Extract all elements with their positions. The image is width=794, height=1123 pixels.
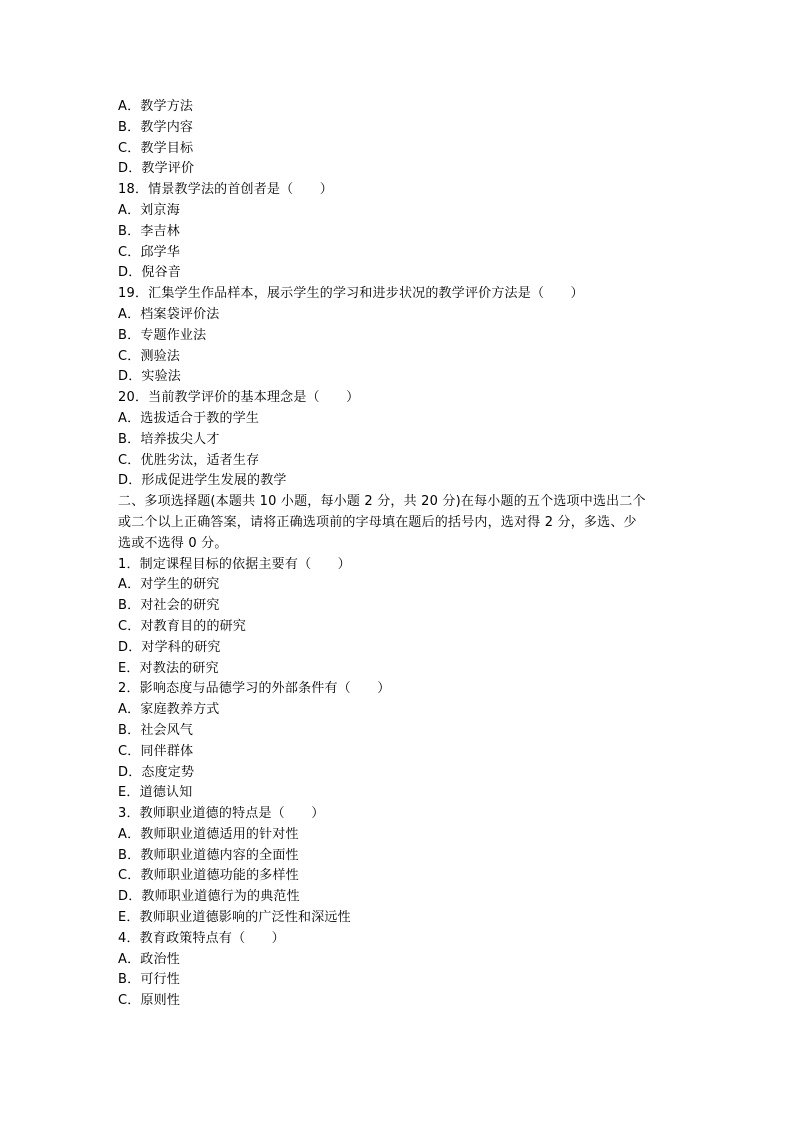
m4-stem: 4．教育政策特点有（ ） (118, 930, 285, 946)
q17-option-b: B．教学内容 (118, 119, 194, 135)
q20-option-a: A．选拔适合于教的学生 (118, 410, 260, 426)
m1-option-c: C．对教育目的的研究 (118, 618, 247, 634)
m2-option-a: A．家庭教养方式 (118, 702, 220, 718)
m1-option-b: B．对社会的研究 (118, 598, 220, 614)
q19-stem: 19．汇集学生作品样本，展示学生的学习和进步状况的教学评价方法是（ ） (118, 286, 584, 302)
q18-stem: 18．情景教学法的首创者是（ ） (118, 182, 333, 198)
m3-option-d: D．教师职业道德行为的典范性 (118, 889, 300, 905)
m2-stem: 2．影响态度与品德学习的外部条件有（ ） (118, 681, 391, 697)
m2-option-b: B．社会风气 (118, 722, 194, 738)
m3-option-c: C．教师职业道德功能的多样性 (118, 868, 299, 884)
q17-option-d: D．教学评价 (118, 161, 195, 177)
document-body (118, 97, 678, 1012)
m3-option-b: B．教师职业道德内容的全面性 (118, 847, 299, 863)
q19-option-c: C．测验法 (118, 348, 181, 364)
section-2-heading-line-2: 或二个以上正确答案，请将正确选项前的字母填在题后的括号内，选对得 2 分，多选、少 (118, 514, 637, 530)
m1-stem: 1．制定课程目标的依据主要有（ ） (118, 556, 351, 572)
section-2-heading-line-3: 选或不选得 0 分。 (118, 535, 228, 551)
q20-option-d: D．形成促进学生发展的教学 (118, 473, 287, 489)
m2-option-e: E．道德认知 (118, 785, 193, 801)
q19-option-d: D．实验法 (118, 369, 182, 385)
q17-option-a: A．教学方法 (118, 99, 194, 114)
m2-option-d: D．态度定势 (118, 764, 195, 780)
q18-option-b: B．李吉林 (118, 223, 180, 239)
q20-option-c: C．优胜劣汰，适者生存 (118, 452, 260, 468)
m4-option-b: B．可行性 (118, 972, 180, 988)
m3-option-e: E．教师职业道德影响的广泛性和深远性 (118, 910, 351, 926)
m4-option-c: C．原则性 (118, 993, 181, 1009)
m1-option-e: E．对教法的研究 (118, 660, 219, 676)
q18-option-a: A．刘京海 (118, 202, 180, 218)
m3-stem: 3．教师职业道德的特点是（ ） (118, 806, 325, 822)
q19-option-a: A．档案袋评价法 (118, 306, 220, 322)
q19-option-b: B．专题作业法 (118, 327, 207, 343)
section-2-heading-line-1: 二、多项选择题(本题共 10 小题，每小题 2 分，共 20 分)在每小题的五个选项中选出二个 (118, 494, 646, 510)
m3-option-a: A．教师职业道德适用的针对性 (118, 826, 299, 842)
q18-option-c: C．邱学华 (118, 244, 181, 260)
q18-option-d: D．倪谷音 (118, 265, 182, 281)
m4-option-a: A．政治性 (118, 951, 180, 967)
m1-option-a: A．对学生的研究 (118, 577, 220, 593)
q20-stem: 20．当前教学评价的基本理念是（ ） (118, 390, 360, 406)
m2-option-c: C．同伴群体 (118, 743, 194, 759)
m1-option-d: D．对学科的研究 (118, 639, 221, 655)
q20-option-b: B．培养拔尖人才 (118, 431, 220, 447)
q17-option-c: C．教学目标 (118, 140, 194, 156)
